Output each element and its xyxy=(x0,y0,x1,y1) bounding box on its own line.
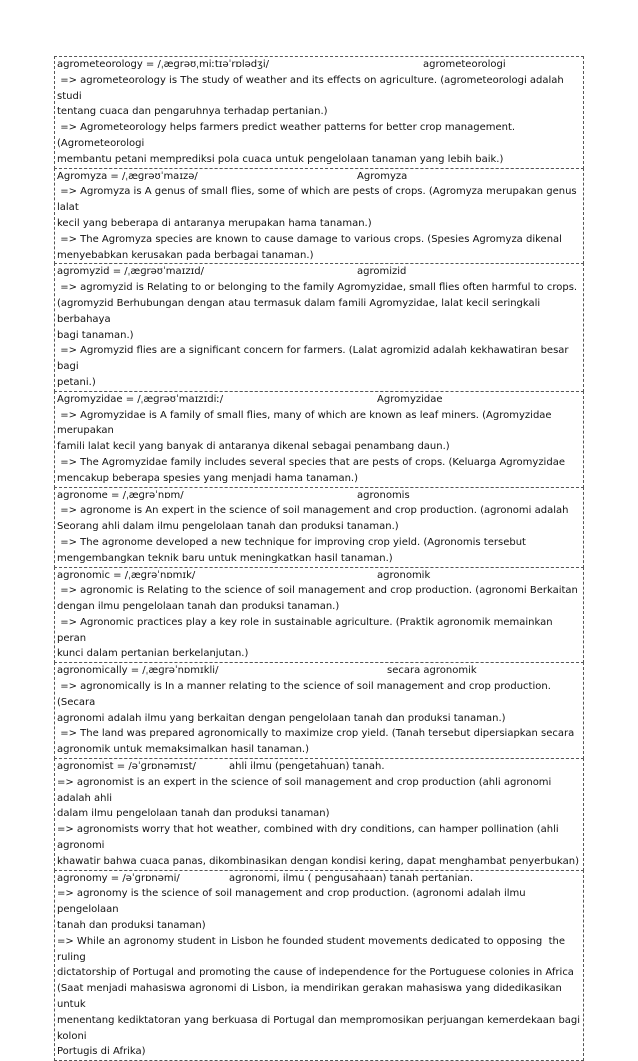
entry-text-line: Seorang ahli dalam ilmu pengelolaan tanah dan produksi tanaman.) xyxy=(57,521,399,533)
entry-text-line: => agronomy is the science of soil management and crop production. (agronomi adalah ilmu pengelolaan xyxy=(57,888,529,916)
entry-text-line: => Agrometeorology helps farmers predict weather patterns for better crop management. (Agrometeorologi xyxy=(57,122,519,149)
entry-text-line: => agromyzid is Relating to or belonging to the family Agromyzidae, small flies often harmful to crops. xyxy=(57,282,578,294)
dictionary-entry xyxy=(54,567,584,664)
entry-text-line: bagi tanaman.) xyxy=(57,329,134,341)
entry-text-line: koloni xyxy=(57,1030,87,1042)
entry-text-line: menentang kediktatoran yang berkuasa di Portugal dan mempromosikan perjuangan kemerdekaan bagi xyxy=(57,1014,581,1026)
dictionary-entry xyxy=(54,487,584,568)
entry-translation: agromizid xyxy=(357,266,407,278)
dictionary-entry xyxy=(54,263,584,391)
entry-text-line: menyebabkan kerusakan pada berbagai tanaman.) xyxy=(57,249,314,261)
entry-headword-line xyxy=(57,392,582,408)
entry-headword: agromyzid = /ˌæɡrəʊˈmaɪzɪd/ xyxy=(57,266,204,278)
dictionary-entry xyxy=(54,168,584,265)
entry-headword-line xyxy=(57,568,582,584)
entry-text-line: (agromyzid Berhubungan dengan atau termasuk dalam famili Agromyzidae, lalat kecil seringkali berbahaya xyxy=(57,297,544,325)
entry-headword: agronomic = /ˌæɡrəˈnɒmɪk/ xyxy=(57,569,196,581)
entry-text-line: agronomi xyxy=(57,840,105,852)
entry-text-line: => agronomist is an expert in the science of soil management and crop production (ahli agronomi adalah ahli xyxy=(57,776,555,804)
entry-text-line: membantu petani memprediksi pola cuaca untuk pengelolaan tanaman yang lebih baik.) xyxy=(57,153,504,165)
entry-translation: Agromyza xyxy=(357,170,408,182)
entry-headword: agronome = /ˌæɡrəˈnɒm/ xyxy=(57,489,184,501)
entry-text-line: kecil yang beberapa di antaranya merupakan hama tanaman.) xyxy=(57,217,372,229)
entry-text-line: => The land was prepared agronomically to maximize crop yield. (Tanah tersebut dipersiapkan secara xyxy=(57,728,575,740)
dictionary-document xyxy=(54,57,584,1061)
entry-headword: agronomy = /əˈɡrɒnəmi/ xyxy=(57,872,180,884)
entry-headword-line xyxy=(57,663,582,679)
entry-headword-line xyxy=(57,759,582,775)
entry-translation: ahli ilmu (pengetahuan) tanah. xyxy=(229,761,385,773)
entry-text-line: khawatir bahwa cuaca panas, dikombinasikan dengan kondisi kering, dapat menghambat penyerbukan) xyxy=(57,855,580,867)
entry-text-line: mencakup beberapa spesies yang menjadi hama tanaman.) xyxy=(57,472,359,484)
entry-text-line: dengan ilmu pengelolaan tanah dan produksi tanaman.) xyxy=(57,601,340,613)
dictionary-entry xyxy=(54,870,584,1061)
entry-headword-line xyxy=(57,488,582,504)
entry-translation: secara agronomik xyxy=(387,665,477,677)
entry-text-line: => The Agromyza species are known to cause damage to various crops. (Spesies Agromyza dikenal xyxy=(57,233,562,245)
entry-text-line: => The agronome developed a new technique for improving crop yield. (Agronomis tersebut xyxy=(57,536,526,548)
entry-text-line: tentang cuaca dan pengaruhnya terhadap pertanian.) xyxy=(57,106,328,118)
entry-text-line: famili lalat kecil yang banyak di antaranya dikenal sebagai penambang daun.) xyxy=(57,441,450,453)
entry-text-line: => agrometeorology is The study of weather and its effects on agriculture. (agrometeorologi adalah studi xyxy=(57,74,567,102)
entry-text-line: => agronomists worry that hot weather, combined with dry conditions, can hamper pollination (ahli xyxy=(57,824,559,836)
entry-text-line: => Agromyzidae is A family of small flies, many of which are known as leaf miners. (Agromyzidae merupakan xyxy=(57,409,555,437)
entry-text-line: (Saat menjadi mahasiswa agronomi di Lisbon, ia mendirikan gerakan mahasiswa yang didedikasikan untuk xyxy=(57,983,566,1011)
entry-text-line: mengembangkan teknik baru untuk meningkatkan hasil tanaman.) xyxy=(57,552,393,564)
entry-text-line: => Agromyzid flies are a significant concern for farmers. (Lalat agromizid adalah kekhawatiran besar bagi xyxy=(57,345,572,373)
entry-text-line: => agronome is An expert in the science of soil management and crop production. (agronomi adalah xyxy=(57,505,569,517)
entry-headword: agrometeorology = /ˌæɡrəʊˌmiːtɪəˈrɒlədʒi/ xyxy=(57,59,270,70)
entry-headword: agronomically = /ˌæɡrəˈnɒmɪkli/ xyxy=(57,665,219,677)
entry-text-line: => agronomically is In a manner relating to the science of soil management and crop production. (Secara xyxy=(57,681,555,708)
entry-translation: agrometeorologi xyxy=(423,59,506,70)
entry-text-line: agronomik untuk memaksimalkan hasil tanaman.) xyxy=(57,744,309,756)
entry-text-line: Portugis di Afrika) xyxy=(57,1046,146,1058)
entry-text-line: dalam ilmu pengelolaan tanah dan produksi tanaman) xyxy=(57,808,330,820)
entry-translation: agronomi, ilmu ( pengusahaan) tanah pertanian. xyxy=(229,872,474,884)
entry-translation: Agromyzidae xyxy=(377,393,443,405)
entry-text-line: tanah dan produksi tanaman) xyxy=(57,920,206,932)
dictionary-entry xyxy=(54,391,584,488)
entry-translation: agronomik xyxy=(377,569,431,581)
entry-text-line: kunci dalam pertanian berkelanjutan.) xyxy=(57,648,249,660)
dictionary-entry xyxy=(54,758,584,871)
entry-translation: agronomis xyxy=(357,489,410,501)
entry-headword-line xyxy=(57,264,582,280)
entry-headword: agronomist = /əˈɡrɒnəmɪst/ xyxy=(57,761,196,773)
entry-text-line: petani.) xyxy=(57,376,96,388)
entry-text-line: => agronomic is Relating to the science of soil management and crop production. (agronomi Berkaitan xyxy=(57,585,578,597)
entry-text-line: dictatorship of Portugal and promoting the cause of independence for the Portuguese colonies in Africa xyxy=(57,967,574,979)
entry-headword: Agromyzidae = /ˌæɡrəʊˈmaɪzɪdiː/ xyxy=(57,393,224,405)
entry-text-line: => Agronomic practices play a key role in sustainable agriculture. (Praktik agronomik memainkan peran xyxy=(57,616,556,644)
entry-text-line: agronomi adalah ilmu yang berkaitan dengan pengelolaan tanah dan produksi tanaman.) xyxy=(57,712,506,724)
entry-headword-line xyxy=(57,871,582,887)
entry-text-line: => The Agromyzidae family includes several species that are pests of crops. (Keluarga Agromyzidae xyxy=(57,456,565,468)
entry-text-line: => While an agronomy student in Lisbon he founded student movements dedicated to opposing the ruling xyxy=(57,935,569,963)
entry-headword-line xyxy=(57,169,582,185)
dictionary-entry xyxy=(54,662,584,759)
entry-text-line: => Agromyza is A genus of small flies, some of which are pests of crops. (Agromyza merupakan genus lalat xyxy=(57,186,580,214)
dictionary-entry xyxy=(54,56,584,169)
entry-headword: Agromyza = /ˌæɡrəʊˈmaɪzə/ xyxy=(57,170,198,182)
entry-headword-line xyxy=(57,57,582,73)
